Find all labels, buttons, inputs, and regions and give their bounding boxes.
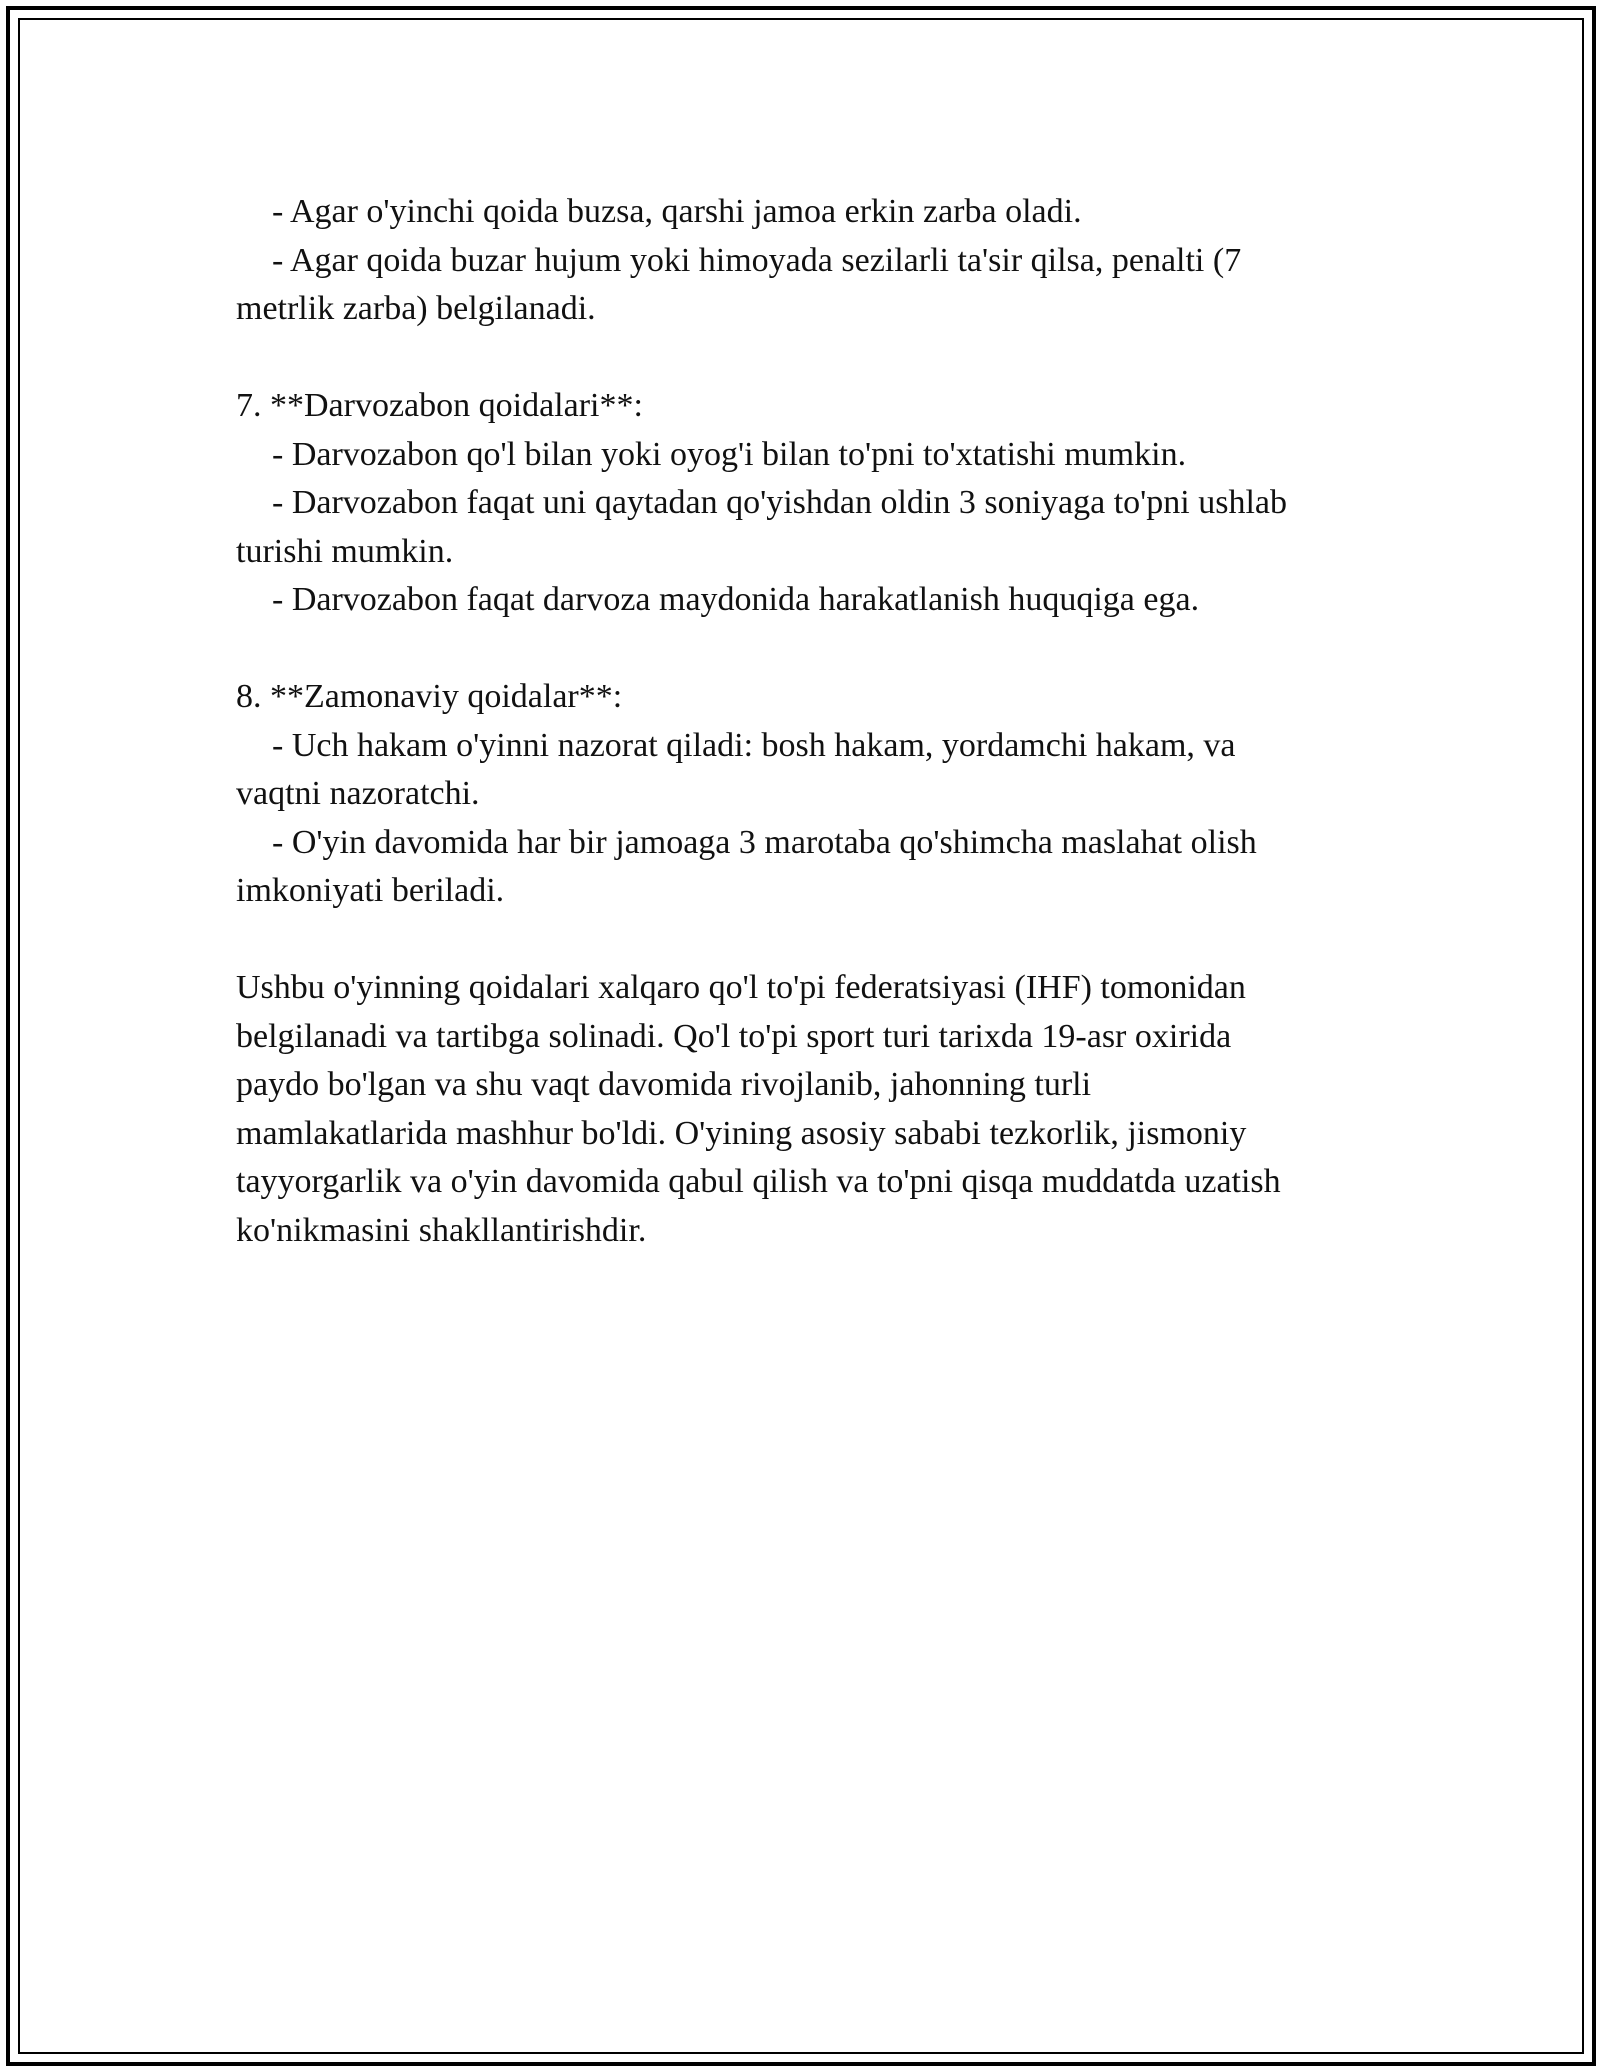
rule-bullet: - Darvozabon faqat uni qaytadan qo'yishdan oldin 3 soniyaga to'pni ushlab (272, 484, 1288, 521)
rule-bullet-continuation: vaqtni nazoratchi. (236, 775, 480, 812)
paragraph-spacer (236, 916, 1386, 965)
closing-paragraph-line: Ushbu o'yinning qoidalari xalqaro qo'l to'pi federatsiyasi (IHF) tomonidan (236, 969, 1246, 1006)
rule-bullet: - Darvozabon faqat darvoza maydonida harakatlanish huquqiga ega. (272, 581, 1200, 618)
document-body (236, 188, 1386, 1255)
closing-paragraph-line: mamlakatlarida mashhur bo'ldi. O'yining asosiy sababi tezkorlik, jismoniy (236, 1114, 1247, 1152)
closing-paragraph-line: ko'nikmasini shakllantirishdir. (236, 1211, 647, 1249)
closing-paragraph-line: paydo bo'lgan va shu vaqt davomida rivojlanib, jahonning turli (236, 1066, 1092, 1103)
rule-bullet-continuation: turishi mumkin. (236, 532, 454, 570)
rule-bullet: - Agar o'yinchi qoida buzsa, qarshi jamoa erkin zarba oladi. (272, 193, 1082, 230)
section-heading: 7. **Darvozabon qoidalari**: (236, 387, 643, 424)
paragraph-spacer (236, 625, 1386, 674)
section-heading: 8. **Zamonaviy qoidalar**: (236, 678, 623, 715)
rule-bullet-continuation: imkoniyati beriladi. (236, 872, 505, 909)
closing-paragraph-line: belgilanadi va tartibga solinadi. Qo'l to'pi sport turi tarixda 19-asr oxirida (236, 1017, 1232, 1055)
rule-bullet: - Agar qoida buzar hujum yoki himoyada sezilarli ta'sir qilsa, penalti (7 (272, 241, 1242, 279)
rule-bullet: - Darvozabon qo'l bilan yoki oyog'i bilan to'pni to'xtatishi mumkin. (272, 435, 1187, 473)
rule-bullet: - O'yin davomida har bir jamoaga 3 marotaba qo'shimcha maslahat olish (272, 823, 1257, 861)
closing-paragraph-line: tayyorgarlik va o'yin davomida qabul qilish va to'pni qisqa muddatda uzatish (236, 1163, 1281, 1200)
paragraph-spacer (236, 334, 1386, 383)
rule-bullet: - Uch hakam o'yinni nazorat qiladi: bosh hakam, yordamchi hakam, va (272, 726, 1236, 764)
rule-bullet-continuation: metrlik zarba) belgilanadi. (236, 290, 596, 327)
